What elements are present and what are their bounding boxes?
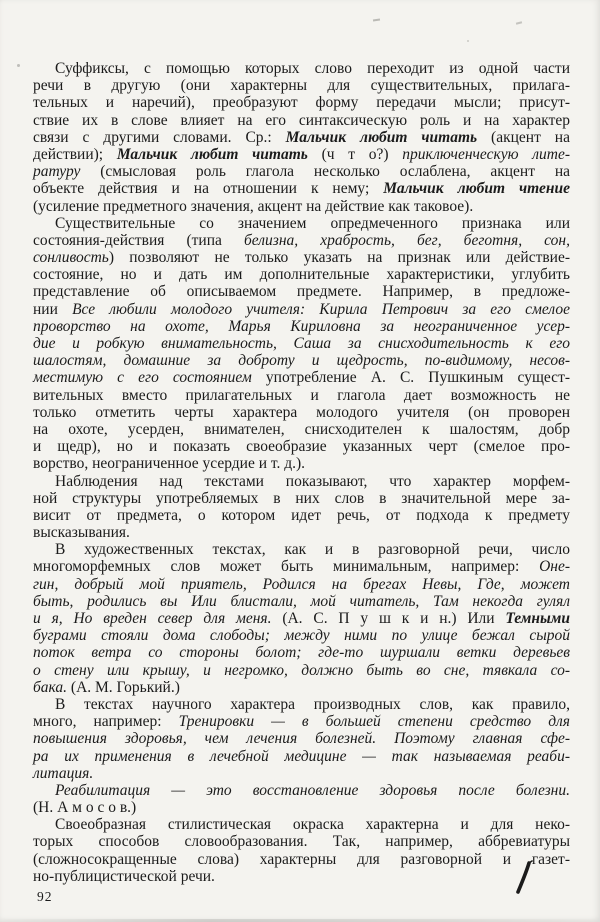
text-segment: тельных и наречий), преобразуют форму передачи мысли; присут- xyxy=(33,94,570,112)
text-line xyxy=(33,765,570,782)
text-segment: Своеобразная стилистическая окраска характерна и для неко- xyxy=(55,816,570,834)
text-segment: ратуру xyxy=(33,163,81,181)
text-segment: В текстах научного характера производных слов, как правило, xyxy=(55,695,570,713)
text-segment: Реабилитация — это восстановление здоровья после болезни. xyxy=(55,781,570,799)
paragraph xyxy=(33,696,570,782)
scan-speck xyxy=(373,19,380,22)
text-segment: (сложносокращенные слова) характерны для разговорной и газет- xyxy=(33,850,570,868)
text-line xyxy=(33,198,570,215)
text-line xyxy=(33,696,570,713)
text-line xyxy=(33,318,570,335)
text-segment: ствие их в слове влияет на его синтаксическую роль и на характер xyxy=(33,111,570,129)
text-segment: повышения здоровья, чем лечения болезней. Поэтому главная сфе- xyxy=(33,730,570,748)
text-segment: о стену или крышу, и негромко, должно быть во сне, тявкала со- xyxy=(33,661,570,679)
text-segment: объекте действия и на отношении к нему; xyxy=(33,180,384,198)
text-line xyxy=(33,799,570,816)
paragraph xyxy=(33,473,570,542)
text-segment: ной структуры употребляемых в них слов в значительной мере за- xyxy=(33,489,570,507)
text-segment: Существительные со значением опредмеченного признака или xyxy=(55,214,570,232)
text-segment: (акцент на xyxy=(477,128,570,146)
paragraph xyxy=(33,215,570,473)
scan-speck xyxy=(17,64,20,67)
text-segment: буграми стояли дома слободы; между ними по улице бежал сырой xyxy=(33,627,570,645)
text-segment: состояния-действия (типа xyxy=(33,231,244,249)
text-line xyxy=(33,146,570,163)
text-segment: но-публицистической речи. xyxy=(33,867,215,885)
text-segment: речи в другую (они характерны для существительных, прилага- xyxy=(33,77,570,95)
text-segment: многоморфемных слов может быть минимальным, например: xyxy=(33,558,540,576)
text-block xyxy=(33,60,570,885)
paragraph xyxy=(33,782,570,816)
text-line xyxy=(33,610,570,627)
text-segment: гин, добрый мой приятель, Родился на брегах Невы, Где, может xyxy=(33,575,570,593)
text-line xyxy=(33,249,570,266)
scan-speck xyxy=(467,40,469,42)
text-segment: употребление А. С. Пушкиным сущест- xyxy=(251,369,570,387)
text-line xyxy=(33,713,570,730)
text-line xyxy=(33,77,570,94)
text-line xyxy=(33,507,570,524)
text-line xyxy=(33,473,570,490)
text-segment: (смысловая роль глагола несколько ослаблена, акцент на xyxy=(80,163,570,181)
text-line xyxy=(33,112,570,129)
text-segment: только отметить черты характера молодого учителя (он проворен xyxy=(33,403,570,421)
paragraph xyxy=(33,541,570,696)
text-segment: состояние, но и дать им дополнительные характеристики, углубить xyxy=(33,266,570,284)
text-segment: литация. xyxy=(33,764,94,782)
text-segment: ра их применения в лечебной медицине — так называемая реаби- xyxy=(33,747,570,765)
paragraph xyxy=(33,816,570,885)
text-line xyxy=(33,283,570,300)
text-line xyxy=(33,730,570,747)
text-line xyxy=(33,593,570,610)
text-segment: Оне- xyxy=(539,558,570,576)
text-segment: местимую с его состоянием xyxy=(33,369,252,387)
text-line xyxy=(33,782,570,799)
text-segment: бака. xyxy=(33,678,68,696)
text-line xyxy=(33,679,570,696)
text-line xyxy=(33,129,570,146)
text-segment: Тренировки — в большей степени средство для xyxy=(178,713,570,731)
text-line xyxy=(33,352,570,369)
text-segment: поток ветра со стороны болот; где-то шуршали ветки деревьев xyxy=(33,644,570,662)
text-line xyxy=(33,662,570,679)
text-segment: проворство на охоте, Марья Кириловна за неограниченное усер- xyxy=(33,317,570,335)
text-segment: действии); xyxy=(33,145,117,163)
text-segment: представление об описываемом предмете. Например, в предложе- xyxy=(33,283,570,301)
text-segment: ворство, неограниченное усердие и т. д.). xyxy=(33,455,306,473)
text-line xyxy=(33,576,570,593)
text-line xyxy=(33,524,570,541)
text-line xyxy=(33,369,570,386)
text-line xyxy=(33,266,570,283)
pen-stroke-artifact xyxy=(505,860,537,896)
text-segment: (усиление предметного значения, акцент на действие как таковое). xyxy=(33,197,474,215)
text-line xyxy=(33,833,570,850)
text-segment: и я, Но вреден север для меня. xyxy=(33,610,272,627)
text-segment: (А. С. П у ш к и н.) Или xyxy=(271,610,506,627)
text-segment: связи с другими словами. Ср.: xyxy=(33,128,286,146)
page-number: 92 xyxy=(37,889,53,904)
text-segment: (А. М. Горький.) xyxy=(67,678,180,696)
text-segment: Наблюдения над текстами показывают, что характер морфем- xyxy=(55,472,570,490)
text-line xyxy=(33,644,570,661)
text-segment: много, например: xyxy=(33,713,179,731)
text-segment: белизна, храбрость, бег, беготня, сон, xyxy=(243,231,570,249)
text-segment: Мальчик любит чтение xyxy=(383,180,571,198)
text-segment: шалостям, домашние за доброту и щедрость, по-видимому, несов- xyxy=(33,352,570,370)
text-segment: приключенческую лите- xyxy=(402,145,570,163)
text-line xyxy=(33,335,570,352)
text-segment: вительных вместо прилагательных и глагола дает возможность не xyxy=(33,386,570,404)
text-segment: быть, родились вы Или блистали, мой читатель, Там некогда гулял xyxy=(33,592,570,610)
text-segment: Все любили молодого учителя: Кирила Петрович за его смелое xyxy=(72,300,570,318)
text-segment: В художественных текстах, как и в разговорной речи, число xyxy=(55,541,570,559)
text-line xyxy=(33,541,570,558)
text-line xyxy=(33,455,570,472)
text-line xyxy=(33,490,570,507)
scan-speck xyxy=(516,21,522,24)
text-segment: нии xyxy=(33,300,73,318)
text-line xyxy=(33,232,570,249)
text-segment: ) позволяют не только указать на признак или действие- xyxy=(108,249,570,267)
text-line xyxy=(33,404,570,421)
text-line xyxy=(33,558,570,575)
text-line xyxy=(33,816,570,833)
text-line xyxy=(33,387,570,404)
text-segment: на охоте, усерден, внимателен, снисходителен к шалостям, добр xyxy=(33,420,570,438)
text-segment: и щедр), но и показать своеобразие указанных черт (смелое про- xyxy=(33,438,570,456)
text-segment: высказывания. xyxy=(33,524,130,542)
text-line xyxy=(33,180,570,197)
text-segment: дие и робкую внимательность, Саша за снисходительность к его xyxy=(33,335,570,352)
text-line xyxy=(33,438,570,455)
text-segment: (Н. А м о с о в.) xyxy=(33,799,137,817)
text-line xyxy=(33,421,570,438)
text-segment: Суффиксы, с помощью которых слово переходит из одной части xyxy=(55,60,570,77)
text-line xyxy=(33,627,570,644)
text-line xyxy=(33,868,570,885)
text-line xyxy=(33,94,570,111)
text-line xyxy=(33,851,570,868)
text-segment: сонливость xyxy=(33,249,109,267)
text-segment: (ч т о?) xyxy=(307,145,403,163)
text-line xyxy=(33,301,570,318)
text-line xyxy=(33,748,570,765)
text-line xyxy=(33,163,570,180)
text-line xyxy=(33,60,570,77)
text-segment: Темными xyxy=(505,610,571,627)
text-segment: Мальчик любит читать xyxy=(285,128,478,146)
text-segment: висит от предмета, о котором идет речь, от подхода к предмету xyxy=(33,506,570,524)
text-line xyxy=(33,215,570,232)
text-segment: Мальчик любит читать xyxy=(116,145,308,163)
paragraph xyxy=(33,60,570,215)
text-segment: торых способов словообразования. Так, например, аббревиатуры xyxy=(33,833,570,851)
